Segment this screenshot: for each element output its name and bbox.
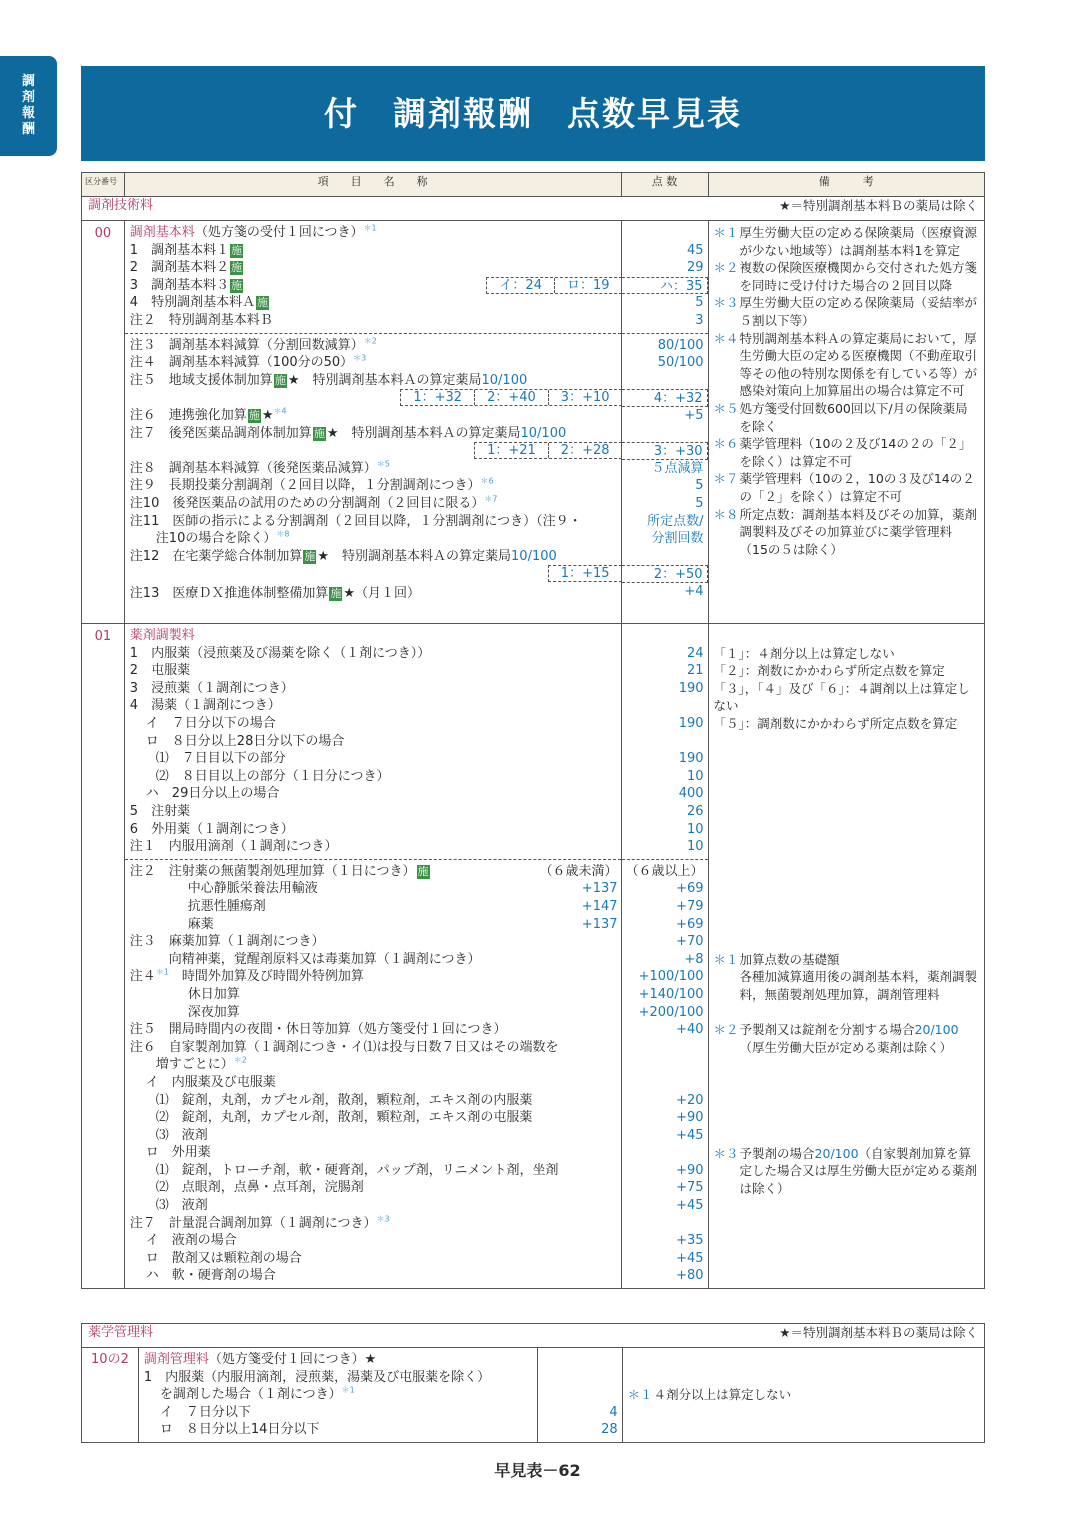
points-value: +90 bbox=[676, 1110, 704, 1126]
footnote-text: 処方箋受付回数600回以下/月の保険薬局を除く bbox=[739, 400, 968, 434]
facility-badge-icon: 施 bbox=[417, 864, 429, 878]
line-label: 注11 医師の指示による分割調剤（２回目以降，１分割調剤につき）（注９・ bbox=[129, 513, 582, 529]
line-label: 1 内服薬（浸煎薬及び湯薬を除く（１剤につき）） bbox=[129, 645, 431, 661]
footnote bbox=[628, 1386, 979, 1404]
points-value: 21 bbox=[686, 663, 704, 679]
line-extra-value: 10/100 bbox=[481, 372, 528, 388]
footnote bbox=[714, 259, 979, 294]
star-icon: ★ bbox=[326, 425, 339, 441]
line-label: ハ 軟・硬膏剤の場合 bbox=[145, 1268, 276, 1284]
footnote-text: 薬学管理料（10の２，10の３及び14の２の「２」を除く）は算定不可 bbox=[739, 471, 975, 504]
footnote-text: 各種加減算適用後の調剤基本料，薬剤調製料，無菌製剤処理加算，調剤管理料 bbox=[739, 969, 978, 1002]
section-header bbox=[82, 197, 985, 221]
line-label: 1 調剤基本料１ bbox=[129, 242, 230, 258]
item-title: 調剤基本料 bbox=[129, 225, 195, 240]
points-value: 190 bbox=[678, 751, 704, 767]
sub-value: 1：+15 bbox=[560, 566, 610, 582]
side-tab-char: 酬 bbox=[21, 122, 35, 137]
points-value: 5 bbox=[695, 495, 704, 511]
facility-badge-icon: 施 bbox=[330, 586, 342, 600]
facility-badge-icon: 施 bbox=[231, 278, 243, 292]
footnote-ref: ＊1 bbox=[155, 968, 169, 978]
points-value: 3：+30 bbox=[653, 444, 703, 460]
facility-badge-icon: 施 bbox=[304, 549, 316, 563]
section-header bbox=[82, 1324, 985, 1348]
footnote-mark: ＊１ bbox=[713, 225, 739, 240]
line-label: 注８ 調剤基本料減算（後発医薬品減算） bbox=[129, 460, 377, 476]
footnote bbox=[714, 224, 979, 259]
points-value: 26 bbox=[686, 804, 704, 819]
item-cell bbox=[124, 221, 621, 624]
points-value: +20 bbox=[676, 1092, 704, 1108]
facility-badge-icon: 施 bbox=[274, 373, 286, 387]
item-title: 調剤管理料 bbox=[143, 1352, 209, 1367]
footnote-text: 予製剤の場合 bbox=[739, 1145, 815, 1161]
footnote-mark: ＊４ bbox=[713, 330, 739, 346]
sub-value: 1：+21 bbox=[487, 443, 536, 459]
line-label: 6 外用薬（１調剤につき） bbox=[129, 821, 294, 837]
dashed-divider bbox=[125, 859, 621, 860]
points-cell bbox=[621, 624, 708, 1289]
points-value: 10 bbox=[686, 821, 704, 837]
points-value: 5 bbox=[695, 478, 704, 494]
points-under6: +137 bbox=[581, 916, 618, 932]
line-label: ⑴ 錠剤，丸剤，カプセル剤，散剤，顆粒剤，エキス剤の内服薬 bbox=[155, 1092, 533, 1108]
points-value: 28 bbox=[601, 1422, 618, 1438]
points-value: 4 bbox=[609, 1404, 618, 1420]
line-extra-value: 10/100 bbox=[511, 548, 557, 564]
line-label: 1 内服薬（内服用滴剤，浸煎薬，湯薬及び屯服薬を除く） bbox=[143, 1369, 491, 1385]
star-icon: ★ bbox=[261, 407, 274, 423]
points-cell bbox=[621, 221, 708, 624]
title-part: 付 bbox=[324, 93, 359, 133]
line-extra: 特別調剤基本料Ａの算定薬局 bbox=[312, 372, 482, 388]
facility-badge-icon: 施 bbox=[248, 408, 260, 422]
points-value: +70 bbox=[676, 934, 704, 950]
line-label: 注３ 麻薬加算（１調剤につき） bbox=[129, 934, 325, 950]
line-extra: 特別調剤基本料Ａの算定薬局 bbox=[342, 548, 512, 564]
line-label: ⑶ 液剤 bbox=[155, 1127, 208, 1143]
line-label: 休日加算 bbox=[187, 986, 240, 1002]
footnote-text: （自家製剤加算を算定した場合又は厚生労働大臣が定める薬剤は除く） bbox=[739, 1145, 978, 1196]
item-title-suffix: （処方箋受付１回につき）★ bbox=[208, 1352, 377, 1367]
points-value: 24 bbox=[686, 645, 704, 661]
header-points: 点 数 bbox=[621, 173, 708, 197]
points-value: 2：+50 bbox=[653, 567, 703, 583]
remarks-cell bbox=[708, 624, 984, 1289]
points-value: 10 bbox=[686, 768, 704, 784]
points-value: 29 bbox=[686, 260, 704, 276]
remark-text: 「５」：調剤数にかかわらず所定点数を算定 bbox=[713, 716, 958, 732]
points-value: +100/100 bbox=[638, 969, 704, 985]
section-title: 調剤技術料 bbox=[88, 198, 154, 213]
points-under6: +137 bbox=[581, 881, 618, 897]
points-value: 45 bbox=[686, 242, 704, 258]
sub-values-box bbox=[548, 565, 622, 582]
line-extra-value: 10/100 bbox=[520, 425, 567, 441]
sub-values-box bbox=[486, 277, 621, 294]
remark-text: 「２」：剤数にかかわらず所定点数を算定 bbox=[713, 663, 945, 679]
title-part: 調剤報酬 bbox=[393, 93, 533, 133]
line-label: 注５ 開局時間内の夜間・休日等加算（処方箋受付１回につき） bbox=[129, 1022, 507, 1038]
footnote-ref: ＊8 bbox=[276, 529, 290, 539]
line-label: 注４ bbox=[129, 969, 156, 985]
line-label: ⑵ 錠剤，丸剤，カプセル剤，散剤，顆粒剤，エキス剤の屯服薬 bbox=[155, 1110, 533, 1126]
points-value: +69 bbox=[676, 916, 704, 932]
footnote bbox=[714, 470, 979, 505]
points-value: +45 bbox=[676, 1127, 704, 1143]
column-label: （６歳未満） bbox=[539, 863, 618, 879]
footnote bbox=[714, 400, 979, 435]
item-title-suffix: （処方箋の受付１回につき） bbox=[194, 225, 364, 240]
footnote bbox=[714, 506, 979, 559]
points-value: 分割回数 bbox=[651, 531, 704, 547]
footnote-text: （厚生労働大臣が定める薬剤は除く） bbox=[739, 1040, 953, 1055]
footnote-text: 厚生労働大臣の定める保険薬局（医療資源が少ない地域等）は調剤基本料1を算定 bbox=[739, 225, 978, 258]
points-value bbox=[626, 697, 704, 715]
dashed-divider bbox=[622, 333, 708, 334]
points-value: +79 bbox=[676, 898, 704, 914]
points-value: +35 bbox=[676, 1233, 704, 1249]
line-label: 4 湯薬（１調剤につき） bbox=[129, 698, 281, 714]
item-cell bbox=[124, 624, 621, 1289]
line-label: 注12 在宅薬学総合体制加算 bbox=[129, 548, 303, 564]
line-label: 深夜加算 bbox=[187, 1004, 240, 1020]
line-label: ロ ８日分以上28日分以下の場合 bbox=[145, 733, 345, 749]
line-label: ⑴ 錠剤，トローチ剤，軟・硬膏剤，パップ剤，リニメント剤，坐剤 bbox=[155, 1162, 559, 1178]
points-value bbox=[626, 733, 704, 751]
footnote-text: 薬学管理料（10の２及び14の２の「２」を除く）は算定不可 bbox=[739, 436, 972, 469]
code-cell: 00 bbox=[82, 221, 125, 624]
sub-values-box bbox=[474, 442, 621, 459]
footnote-text: 加算点数の基礎額 bbox=[739, 951, 840, 967]
line-label: ⑵ ８日目以上の部分（１日分につき） bbox=[155, 768, 390, 784]
points-cell bbox=[537, 1348, 622, 1443]
page-title bbox=[81, 66, 985, 161]
chapter-side-tab bbox=[0, 56, 57, 156]
fee-table-pharmacy-management bbox=[81, 1323, 985, 1443]
points-value: 190 bbox=[678, 716, 704, 732]
footnote bbox=[714, 951, 979, 1004]
remarks-cell bbox=[708, 221, 984, 624]
line-label: 向精神薬，覚醒剤原料又は毒薬加算（１調剤につき） bbox=[129, 951, 481, 967]
line-label: 時間外加算及び時間外特例加算 bbox=[181, 969, 364, 985]
line-label: 注９ 長期投薬分割調剤（２回目以降，１分割調剤につき） bbox=[129, 478, 481, 494]
line-label: 注５ 地域支援体制加算 bbox=[129, 372, 273, 388]
facility-badge-icon: 施 bbox=[313, 426, 325, 440]
footnote-mark: ＊８ bbox=[713, 506, 739, 522]
header-code: 区分番号 bbox=[82, 173, 125, 197]
line-label: 4 特別調剤基本料Ａ bbox=[129, 295, 256, 311]
line-label: イ ７日分以下の場合 bbox=[145, 716, 276, 732]
footnote-value: 20/100 bbox=[814, 1145, 859, 1161]
line-label: ⑵ 点眼剤，点鼻・点耳剤，浣腸剤 bbox=[155, 1180, 364, 1196]
line-label: 2 調剤基本料２ bbox=[129, 260, 230, 276]
footnote-ref: ＊2 bbox=[233, 1055, 247, 1065]
line-label: 注６ 自家製剤加算（１調剤につき・イ⑴は投与日数７日又はその端数を bbox=[129, 1039, 559, 1055]
header-item: 項 目 名 称 bbox=[124, 173, 621, 197]
footnote-mark: ＊１ bbox=[713, 951, 739, 967]
side-tab-char: 報 bbox=[21, 106, 35, 121]
points-value: 所定点数/ bbox=[647, 513, 704, 529]
points-value: 10 bbox=[686, 839, 704, 855]
dashed-divider bbox=[125, 333, 621, 334]
section-note: ★＝特別調剤基本料Ｂの薬局は除く bbox=[779, 198, 978, 213]
points-value: 5 bbox=[695, 295, 704, 311]
fee-table-technical bbox=[81, 172, 985, 1289]
points-value: 3 bbox=[695, 312, 704, 328]
table-row bbox=[82, 221, 985, 624]
footnote-mark: ＊１ bbox=[627, 1387, 653, 1403]
dashed-divider bbox=[622, 859, 708, 860]
remarks-cell bbox=[622, 1348, 984, 1443]
line-label: 注７ 後発医薬品調剤体制加算 bbox=[129, 425, 312, 441]
line-label: 3 調剤基本料３ bbox=[129, 277, 230, 293]
facility-badge-icon: 施 bbox=[257, 296, 269, 310]
line-label: を調剤した場合（１剤につき） bbox=[159, 1387, 342, 1403]
footnote-ref: ＊6 bbox=[480, 476, 494, 486]
item-cell bbox=[138, 1348, 537, 1443]
footnote-text: 特別調剤基本料Ａの算定薬局において，厚生労働大臣の定める医療機関（不動産取引等その他の特別な関係を有している等）が感染対策向上加算届出の場合は算定不可 bbox=[739, 330, 978, 399]
line-label: イ 内服薬及び屯服薬 bbox=[145, 1074, 276, 1090]
footnote-ref: ＊5 bbox=[376, 459, 390, 469]
points-value: +75 bbox=[676, 1180, 704, 1196]
footnote-ref: ＊4 bbox=[273, 406, 287, 416]
points-value: ５点減算 bbox=[651, 460, 704, 476]
footnote-ref: ＊3 bbox=[353, 353, 367, 363]
line-label: 注２ 注射薬の無菌製剤処理加算（１日につき） bbox=[129, 863, 416, 879]
footnote-value: 20/100 bbox=[914, 1022, 959, 1038]
footnote-ref: ＊1 bbox=[341, 1385, 355, 1395]
table-row bbox=[82, 1348, 985, 1443]
star-icon: ★ bbox=[317, 548, 329, 564]
facility-badge-icon: 施 bbox=[231, 243, 243, 257]
sub-value: 1：+32 bbox=[413, 390, 463, 406]
points-value: 80/100 bbox=[657, 337, 704, 353]
footnote-mark: ＊７ bbox=[713, 471, 739, 487]
points-value: +5 bbox=[684, 407, 704, 423]
footnote-mark: ＊２ bbox=[713, 260, 739, 276]
points-value: +90 bbox=[676, 1162, 704, 1178]
footnote-mark: ＊３ bbox=[713, 295, 739, 311]
footnote-text: 複数の保険医療機関から交付された処方箋を同時に受け付けた場合の２回目以降 bbox=[739, 260, 978, 293]
footnote-text: 所定点数：調剤基本料及びその加算，薬剤調製料及びその加算並びに薬学管理料（15の５は除く） bbox=[739, 506, 978, 557]
line-label: 3 浸煎薬（１調剤につき） bbox=[129, 680, 294, 696]
footnote bbox=[714, 294, 979, 329]
page-number: 早見表－62 bbox=[494, 1461, 581, 1480]
line-label: 注６ 連携強化加算 bbox=[129, 407, 247, 423]
code-cell: 10の2 bbox=[82, 1348, 139, 1443]
star-icon: ★ bbox=[343, 585, 355, 601]
section-title: 薬学管理料 bbox=[88, 1325, 154, 1340]
section-note: ★＝特別調剤基本料Ｂの薬局は除く bbox=[779, 1325, 978, 1340]
points-value: 190 bbox=[678, 680, 704, 696]
line-label: 注３ 調剤基本料減算（分割回数減算） bbox=[129, 337, 364, 353]
footnote-mark: ＊３ bbox=[713, 1145, 739, 1161]
line-label: 中心静脈栄養法用輸液 bbox=[187, 881, 318, 897]
line-label: 注10 後発医薬品の試用のための分割調剤（２回目に限る） bbox=[129, 495, 485, 511]
line-label: 麻薬 bbox=[187, 916, 214, 932]
line-label: ロ 外用薬 bbox=[145, 1145, 211, 1161]
line-extra: 特別調剤基本料Ａの算定薬局 bbox=[351, 425, 521, 441]
line-label: イ 液剤の場合 bbox=[145, 1233, 237, 1249]
line-label: 増すごとに） bbox=[129, 1057, 234, 1073]
footnote bbox=[714, 1021, 979, 1056]
footnote-mark: ＊２ bbox=[713, 1022, 739, 1038]
points-value: +45 bbox=[676, 1250, 704, 1266]
remark-text: 「３」，「４」及び「６」：４調剤以上は算定しない bbox=[713, 680, 970, 714]
points-value: 4：+32 bbox=[653, 391, 703, 407]
title-part: 点数早見表 bbox=[567, 93, 742, 133]
table-header bbox=[82, 173, 985, 197]
line-label: ⑴ ７日目以下の部分 bbox=[155, 751, 286, 767]
line-label: 注13 医療ＤＸ推進体制整備加算 bbox=[129, 585, 329, 601]
item-title: 薬剤調製料 bbox=[129, 628, 195, 644]
points-value: +45 bbox=[676, 1198, 704, 1214]
footnote bbox=[714, 435, 979, 470]
footnote-ref: ＊3 bbox=[376, 1214, 390, 1224]
sub-value: 3：+10 bbox=[548, 390, 622, 405]
footnote-mark: ＊６ bbox=[713, 436, 739, 452]
footnote-mark: ＊５ bbox=[713, 400, 739, 416]
points-under6: +147 bbox=[581, 898, 618, 914]
line-suffix: （月１回） bbox=[355, 585, 421, 601]
code-cell: 01 bbox=[82, 624, 125, 1289]
footnote-ref: ＊1 bbox=[363, 223, 377, 233]
star-icon: ★ bbox=[287, 372, 300, 388]
table-row bbox=[82, 624, 985, 1289]
points-value: 50/100 bbox=[657, 355, 704, 371]
line-label: 注１ 内服用滴剤（１調剤につき） bbox=[129, 839, 338, 855]
points-value: +80 bbox=[676, 1268, 704, 1284]
facility-badge-icon: 施 bbox=[231, 261, 243, 275]
sub-value: 2：+40 bbox=[474, 390, 548, 405]
points-value: ハ：35 bbox=[659, 278, 703, 294]
points-value: +140/100 bbox=[638, 986, 704, 1002]
sub-values-box bbox=[400, 389, 621, 406]
line-label: 注２ 特別調剤基本料Ｂ bbox=[129, 312, 273, 328]
footnote-ref: ＊7 bbox=[484, 494, 498, 504]
line-label: 注４ 調剤基本料減算（100分の50） bbox=[129, 355, 354, 371]
remark-text: 「１」：４剤分以上は算定しない bbox=[713, 645, 895, 661]
line-label: ロ 散剤又は顆粒剤の場合 bbox=[145, 1250, 302, 1266]
line-label: 抗悪性腫瘍剤 bbox=[187, 898, 266, 914]
points-value: +4 bbox=[684, 583, 704, 599]
footnote-text: 予製剤又は錠剤を分割する場合 bbox=[739, 1022, 915, 1038]
points-value: +8 bbox=[684, 951, 704, 967]
line-label: ハ 29日分以上の場合 bbox=[145, 786, 280, 802]
footnote-text: 厚生労働大臣の定める保険薬局（妥結率が５割以下等） bbox=[739, 295, 978, 328]
sub-value: 2：+28 bbox=[548, 443, 622, 458]
side-tab-char: 剤 bbox=[21, 90, 35, 105]
footnote-ref: ＊2 bbox=[363, 336, 377, 346]
line-label: 注10の場合を除く） bbox=[129, 531, 277, 547]
line-label: ロ ８日分以上14日分以下 bbox=[159, 1422, 320, 1438]
line-label: 5 注射薬 bbox=[129, 804, 191, 819]
footnote-text: ４剤分以上は算定しない bbox=[653, 1387, 792, 1403]
sub-value: ロ：19 bbox=[554, 278, 622, 293]
points-value: +69 bbox=[676, 881, 704, 897]
footnote bbox=[714, 330, 979, 400]
points-value: 400 bbox=[678, 786, 704, 802]
line-label: イ ７日分以下 bbox=[159, 1404, 251, 1420]
line-label: 注７ 計量混合調剤加算（１調剤につき） bbox=[129, 1215, 377, 1231]
column-label: （６歳以上） bbox=[625, 863, 704, 879]
points-value: +200/100 bbox=[638, 1004, 704, 1020]
points-value: +40 bbox=[676, 1022, 704, 1038]
sub-value: イ：24 bbox=[499, 277, 542, 293]
side-tab-char: 調 bbox=[21, 74, 35, 89]
line-label: 2 屯服薬 bbox=[129, 663, 191, 679]
line-label: ⑶ 液剤 bbox=[155, 1198, 208, 1214]
header-remarks: 備 考 bbox=[708, 173, 984, 197]
footnote bbox=[714, 1145, 979, 1198]
